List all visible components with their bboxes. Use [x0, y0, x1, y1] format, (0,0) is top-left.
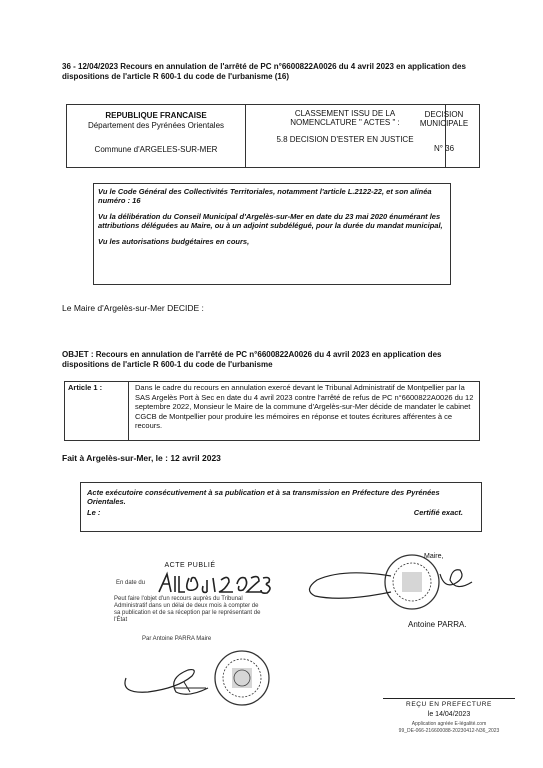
- executoire-le: Le :: [87, 508, 101, 517]
- article-box: [64, 381, 480, 441]
- signature-name: Antoine PARRA.: [408, 620, 467, 629]
- document-title: 36 - 12/04/2023 Recours en annulation de l'arrêté de PC n°6600822A0026 du 4 avril 2023 en application des dispositions de l'article R 600-1 du code de l'urbanisme (16): [62, 62, 466, 81]
- fait-date: Fait à Argelès-sur-Mer, le : 12 avril 2023: [62, 453, 221, 463]
- acte-publie-notice: Peut faire l'objet d'un recours auprès du Tribunal Administratif dans un délai de deux mois à compter de sa publication et de sa réception par le représentant de l'État: [114, 596, 261, 623]
- acte-publie-title: ACTE PUBLIÉ: [164, 562, 216, 569]
- vu-paragraph-cgct: Vu le Code Général des Collectivités Territoriales, notamment l'article L.2122-22, et son alinéa numéro : 16: [98, 187, 432, 205]
- vu-paragraph-deliberation: Vu la délibération du Conseil Municipal d'Argelès-sur-Mer en date du 23 mai 2020 énumérant les attributions déléguées au Maire, ou à un adjoint subdélégué, pour la durée du mandat municipal,: [98, 212, 443, 230]
- certifie-exact: Certifié exact.: [413, 508, 463, 517]
- handwritten-date-graphic: [155, 568, 273, 598]
- header-commune-cell: [67, 105, 246, 167]
- prefecture-receipt: [383, 698, 515, 738]
- signature-loop-graphic: [303, 566, 393, 606]
- objet-heading: OBJET : Recours en annulation de l'arrêté de PC n°6600822A0026 du 4 avril 2023 en application des dispositions de l'article R 600-1 du code de l'urbanisme: [62, 350, 442, 369]
- header-departement: Département des Pyrénées Orientales: [87, 121, 225, 130]
- header-commune: Commune d'ARGELES-SUR-MER: [94, 145, 218, 154]
- receipt-title: REÇU EN PREFECTURE: [406, 701, 492, 708]
- signature-maire: Maire,: [424, 553, 444, 560]
- acte-publie-par: Par Antoine PARRA Maire: [142, 636, 212, 642]
- signature-loop: [303, 566, 393, 606]
- article-text: Dans le cadre du recours en annulation exercé devant le Tribunal Administratif de Montpellier par la SAS Argelès Port à Sec en date du 4 avril 2023 contre l'arrêté de refus de PC n°6600822A0026 du 12 septembre 2022, Monsieur le Maire de la commune d'Argelès-sur-Mer décide de mandater le cabinet CGCB de Montpellier pour produire les mémoires en réponse et toutes écritures afférentes à ce recours.: [135, 383, 474, 430]
- receipt-top-rule: [383, 698, 515, 699]
- vu-box: [93, 183, 451, 285]
- acte-publie-en-date: En date du: [116, 580, 146, 586]
- header-decision-number: N° 36: [433, 144, 455, 153]
- acte-publie-date-handwritten: [155, 568, 273, 598]
- maire-decide: Le Maire d'Argelès-sur-Mer DECIDE :: [62, 303, 204, 313]
- header-decision-label: [410, 110, 478, 153]
- header-nomenclature-code: 5.8 DECISION D'ESTER EN JUSTICE: [276, 135, 414, 144]
- header-decision: DECISION MUNICIPALE: [419, 110, 469, 128]
- publication-signature-seal: [118, 648, 278, 712]
- article-label: Article 1 :: [65, 382, 129, 440]
- receipt-date: le 14/04/2023: [427, 711, 471, 718]
- header-classement: CLASSEMENT ISSU DE LA NOMENCLATURE " ACTES " :: [290, 109, 400, 127]
- vu-paragraph-budget: Vu les autorisations budgétaires en cours,: [98, 237, 250, 246]
- receipt-identifier: 99_DE-066-216600088-20230412-N36_2023: [398, 728, 500, 734]
- receipt-agreement: Application agréée E-légalité.com: [411, 721, 487, 727]
- executoire-text: Acte exécutoire consécutivement à sa publication et à sa transmission en Préfecture des Pyrénées Orientales.: [87, 488, 440, 506]
- header-republique: REPUBLIQUE FRANCAISE: [105, 111, 207, 120]
- signature-seal-graphic: [118, 648, 278, 712]
- executoire-box: [80, 482, 482, 532]
